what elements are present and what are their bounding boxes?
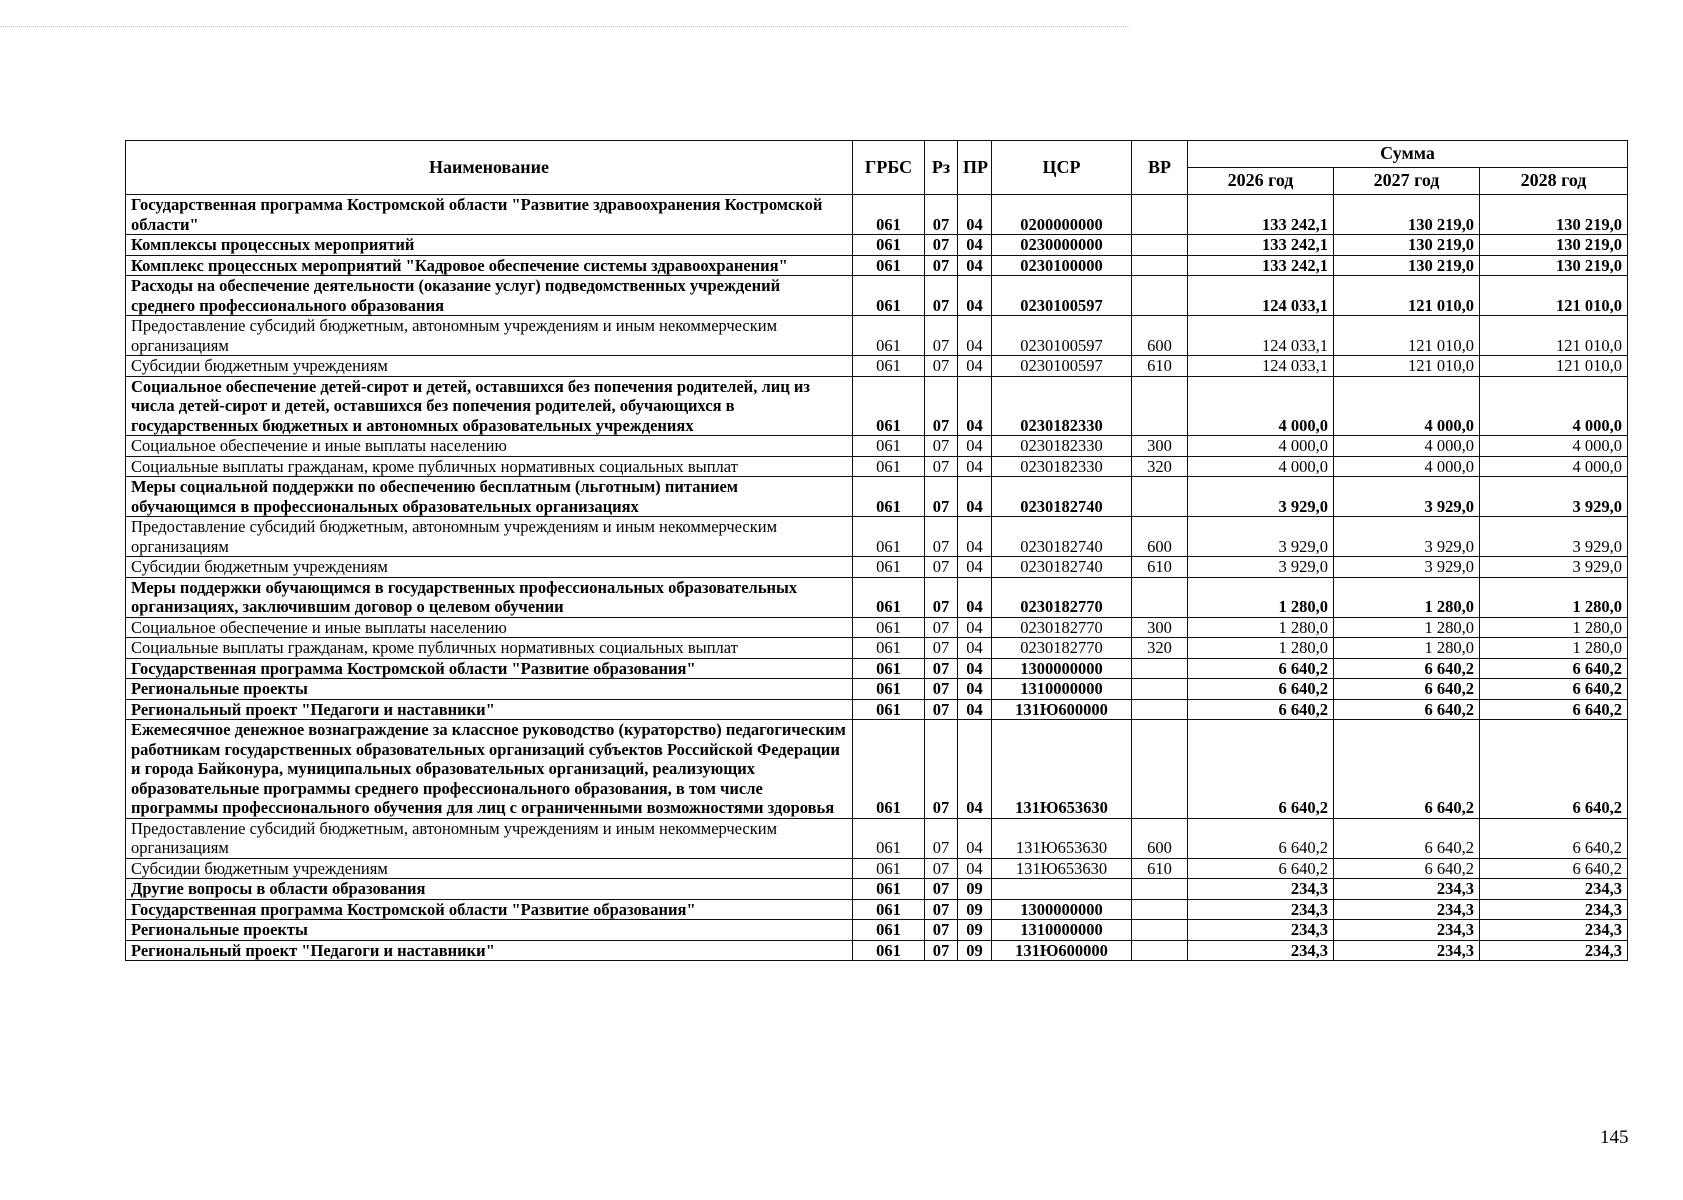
row-rz: 07: [925, 818, 958, 858]
row-rz: 07: [925, 899, 958, 920]
row-amount-2027: 6 640,2: [1334, 720, 1480, 819]
row-amount-2026: 6 640,2: [1188, 679, 1334, 700]
row-grbs: 061: [853, 557, 925, 578]
row-amount-2028: 121 010,0: [1480, 316, 1628, 356]
row-amount-2026: 124 033,1: [1188, 276, 1334, 316]
row-grbs: 061: [853, 577, 925, 617]
row-amount-2027: 6 640,2: [1334, 858, 1480, 879]
row-amount-2027: 121 010,0: [1334, 316, 1480, 356]
table-row: [126, 577, 1628, 617]
row-amount-2028: 234,3: [1480, 899, 1628, 920]
row-grbs: 061: [853, 638, 925, 659]
row-amount-2028: 6 640,2: [1480, 699, 1628, 720]
row-csr: 0230182740: [992, 557, 1132, 578]
row-amount-2027: 6 640,2: [1334, 658, 1480, 679]
row-amount-2028: 121 010,0: [1480, 356, 1628, 377]
row-csr: 131Ю653630: [992, 858, 1132, 879]
table-row: [126, 920, 1628, 941]
row-name: Меры социальной поддержки по обеспечению бесплатным (льготным) питанием обучающимся в профессиональных образовательных организациях: [126, 477, 853, 517]
scan-artifact-line: [0, 26, 1130, 27]
row-grbs: 061: [853, 436, 925, 457]
row-csr: 0230100597: [992, 316, 1132, 356]
row-pr: 04: [958, 195, 992, 235]
row-grbs: 061: [853, 679, 925, 700]
row-rz: 07: [925, 195, 958, 235]
row-pr: 04: [958, 699, 992, 720]
row-csr: 131Ю600000: [992, 940, 1132, 961]
budget-table: [125, 140, 1628, 961]
row-rz: 07: [925, 577, 958, 617]
row-grbs: 061: [853, 617, 925, 638]
row-csr: 1310000000: [992, 679, 1132, 700]
row-pr: 09: [958, 899, 992, 920]
row-vr: [1132, 577, 1188, 617]
row-pr: 04: [958, 557, 992, 578]
row-vr: [1132, 899, 1188, 920]
row-grbs: 061: [853, 477, 925, 517]
row-amount-2026: 133 242,1: [1188, 255, 1334, 276]
row-csr: [992, 879, 1132, 900]
row-vr: 600: [1132, 316, 1188, 356]
row-csr: 1300000000: [992, 899, 1132, 920]
row-amount-2026: 6 640,2: [1188, 858, 1334, 879]
row-csr: 0200000000: [992, 195, 1132, 235]
header-grbs: ГРБС: [853, 141, 925, 195]
row-csr: 131Ю600000: [992, 699, 1132, 720]
row-rz: 07: [925, 276, 958, 316]
row-vr: [1132, 679, 1188, 700]
row-name: Социальное обеспечение и иные выплаты населению: [126, 617, 853, 638]
row-pr: 04: [958, 276, 992, 316]
row-amount-2026: 133 242,1: [1188, 195, 1334, 235]
table-row: [126, 255, 1628, 276]
row-csr: 0230182770: [992, 638, 1132, 659]
row-amount-2027: 1 280,0: [1334, 638, 1480, 659]
row-grbs: 061: [853, 376, 925, 436]
table-row: [126, 879, 1628, 900]
row-amount-2027: 3 929,0: [1334, 557, 1480, 578]
row-amount-2028: 3 929,0: [1480, 477, 1628, 517]
table-row: [126, 720, 1628, 819]
row-grbs: 061: [853, 456, 925, 477]
row-grbs: 061: [853, 316, 925, 356]
row-rz: 07: [925, 638, 958, 659]
row-amount-2028: 121 010,0: [1480, 276, 1628, 316]
row-amount-2028: 130 219,0: [1480, 255, 1628, 276]
row-grbs: 061: [853, 858, 925, 879]
row-name: Ежемесячное денежное вознаграждение за классное руководство (кураторство) педагогическим работникам государственных образовательных организаций субъектов Российской Федерации и города Байконура, муниципальных образовательных организаций, реализующих образовательные программы среднего профессионального образования, в том числе программы профессионального обучения для лиц с ограниченными возможностями здоровья: [126, 720, 853, 819]
row-amount-2028: 4 000,0: [1480, 436, 1628, 457]
table-row: [126, 316, 1628, 356]
row-rz: 07: [925, 679, 958, 700]
row-amount-2027: 121 010,0: [1334, 356, 1480, 377]
header-rz: Рз: [925, 141, 958, 195]
row-vr: [1132, 276, 1188, 316]
row-vr: [1132, 255, 1188, 276]
row-csr: 0230182740: [992, 517, 1132, 557]
row-pr: 09: [958, 920, 992, 941]
table-row: [126, 638, 1628, 659]
row-vr: 300: [1132, 617, 1188, 638]
row-vr: 320: [1132, 638, 1188, 659]
row-amount-2026: 3 929,0: [1188, 477, 1334, 517]
row-pr: 04: [958, 720, 992, 819]
row-amount-2027: 130 219,0: [1334, 235, 1480, 256]
row-vr: 320: [1132, 456, 1188, 477]
row-name: Государственная программа Костромской области "Развитие образования": [126, 658, 853, 679]
row-amount-2028: 6 640,2: [1480, 658, 1628, 679]
table-row: [126, 658, 1628, 679]
table-row: [126, 436, 1628, 457]
row-amount-2026: 6 640,2: [1188, 658, 1334, 679]
row-vr: 610: [1132, 356, 1188, 377]
row-amount-2027: 121 010,0: [1334, 276, 1480, 316]
row-amount-2028: 6 640,2: [1480, 679, 1628, 700]
row-name: Государственная программа Костромской области "Развитие здравоохранения Костромской области": [126, 195, 853, 235]
row-vr: [1132, 195, 1188, 235]
table-row: [126, 276, 1628, 316]
row-amount-2026: 124 033,1: [1188, 356, 1334, 377]
row-csr: 0230182770: [992, 617, 1132, 638]
header-name: Наименование: [126, 141, 853, 195]
row-amount-2026: 6 640,2: [1188, 818, 1334, 858]
row-name: Региональный проект "Педагоги и наставники": [126, 699, 853, 720]
table-row: [126, 376, 1628, 436]
row-amount-2028: 1 280,0: [1480, 617, 1628, 638]
row-pr: 09: [958, 940, 992, 961]
table-row: [126, 858, 1628, 879]
row-amount-2027: 234,3: [1334, 940, 1480, 961]
row-name: Социальное обеспечение и иные выплаты населению: [126, 436, 853, 457]
row-amount-2027: 4 000,0: [1334, 376, 1480, 436]
row-name: Комплекс процессных мероприятий "Кадровое обеспечение системы здравоохранения": [126, 255, 853, 276]
table-row: [126, 477, 1628, 517]
row-amount-2027: 234,3: [1334, 879, 1480, 900]
row-grbs: 061: [853, 920, 925, 941]
row-grbs: 061: [853, 899, 925, 920]
row-name: Предоставление субсидий бюджетным, автономным учреждениям и иным некоммерческим организациям: [126, 818, 853, 858]
row-name: Государственная программа Костромской области "Развитие образования": [126, 899, 853, 920]
row-amount-2027: 4 000,0: [1334, 456, 1480, 477]
row-csr: 131Ю653630: [992, 818, 1132, 858]
row-name: Социальные выплаты гражданам, кроме публичных нормативных социальных выплат: [126, 638, 853, 659]
row-amount-2027: 234,3: [1334, 920, 1480, 941]
row-rz: 07: [925, 477, 958, 517]
row-amount-2027: 234,3: [1334, 899, 1480, 920]
row-amount-2028: 234,3: [1480, 920, 1628, 941]
table-row: [126, 517, 1628, 557]
row-csr: 131Ю653630: [992, 720, 1132, 819]
row-pr: 04: [958, 658, 992, 679]
row-amount-2028: 3 929,0: [1480, 517, 1628, 557]
row-amount-2027: 3 929,0: [1334, 517, 1480, 557]
row-pr: 04: [958, 235, 992, 256]
row-pr: 09: [958, 879, 992, 900]
row-pr: 04: [958, 517, 992, 557]
row-amount-2026: 133 242,1: [1188, 235, 1334, 256]
table-row: [126, 899, 1628, 920]
row-vr: [1132, 376, 1188, 436]
row-pr: 04: [958, 638, 992, 659]
row-rz: 07: [925, 436, 958, 457]
row-csr: 0230182330: [992, 436, 1132, 457]
header-year-2026: 2026 год: [1188, 168, 1334, 195]
row-name: Социальное обеспечение детей-сирот и детей, оставшихся без попечения родителей, лиц из числа детей-сирот и детей, оставшихся без попечения родителей, обучающихся в государственных бюджетных и автономных образовательных учреждениях: [126, 376, 853, 436]
row-name: Расходы на обеспечение деятельности (оказание услуг) подведомственных учреждений среднего профессионального образования: [126, 276, 853, 316]
row-csr: 0230182740: [992, 477, 1132, 517]
table-row: [126, 818, 1628, 858]
row-csr: 1310000000: [992, 920, 1132, 941]
row-amount-2027: 6 640,2: [1334, 679, 1480, 700]
table-row: [126, 195, 1628, 235]
table-row: [126, 456, 1628, 477]
row-pr: 04: [958, 356, 992, 377]
header-pr: ПР: [958, 141, 992, 195]
row-grbs: 061: [853, 699, 925, 720]
row-vr: [1132, 658, 1188, 679]
row-csr: 0230182770: [992, 577, 1132, 617]
table-row: [126, 235, 1628, 256]
row-amount-2027: 6 640,2: [1334, 818, 1480, 858]
row-rz: 07: [925, 557, 958, 578]
row-rz: 07: [925, 658, 958, 679]
row-grbs: 061: [853, 356, 925, 377]
row-rz: 07: [925, 255, 958, 276]
row-vr: [1132, 920, 1188, 941]
table-row: [126, 679, 1628, 700]
row-vr: [1132, 720, 1188, 819]
row-amount-2026: 4 000,0: [1188, 436, 1334, 457]
row-name: Субсидии бюджетным учреждениям: [126, 356, 853, 377]
header-year-2027: 2027 год: [1334, 168, 1480, 195]
row-amount-2026: 6 640,2: [1188, 720, 1334, 819]
row-csr: 0230100000: [992, 255, 1132, 276]
row-amount-2028: 6 640,2: [1480, 720, 1628, 819]
table-row: [126, 699, 1628, 720]
row-pr: 04: [958, 376, 992, 436]
row-grbs: 061: [853, 195, 925, 235]
row-grbs: 061: [853, 720, 925, 819]
row-name: Региональные проекты: [126, 920, 853, 941]
row-name: Комплексы процессных мероприятий: [126, 235, 853, 256]
row-amount-2027: 130 219,0: [1334, 195, 1480, 235]
row-amount-2026: 4 000,0: [1188, 456, 1334, 477]
row-amount-2027: 6 640,2: [1334, 699, 1480, 720]
row-csr: 0230100597: [992, 276, 1132, 316]
row-amount-2027: 4 000,0: [1334, 436, 1480, 457]
row-vr: [1132, 940, 1188, 961]
row-name: Социальные выплаты гражданам, кроме публичных нормативных социальных выплат: [126, 456, 853, 477]
row-pr: 04: [958, 577, 992, 617]
row-amount-2026: 234,3: [1188, 879, 1334, 900]
row-amount-2028: 4 000,0: [1480, 376, 1628, 436]
row-rz: 07: [925, 456, 958, 477]
row-name: Субсидии бюджетным учреждениям: [126, 557, 853, 578]
row-vr: [1132, 477, 1188, 517]
row-name: Предоставление субсидий бюджетным, автономным учреждениям и иным некоммерческим организациям: [126, 316, 853, 356]
row-amount-2026: 6 640,2: [1188, 699, 1334, 720]
row-amount-2028: 6 640,2: [1480, 858, 1628, 879]
row-amount-2028: 130 219,0: [1480, 235, 1628, 256]
row-csr: 1300000000: [992, 658, 1132, 679]
row-amount-2028: 6 640,2: [1480, 818, 1628, 858]
row-csr: 0230182330: [992, 376, 1132, 436]
row-amount-2028: 234,3: [1480, 879, 1628, 900]
table-body: [126, 195, 1628, 961]
row-name: Меры поддержки обучающимся в государственных профессиональных образовательных организациях, заключившим договор о целевом обучении: [126, 577, 853, 617]
header-vr: ВР: [1132, 141, 1188, 195]
row-csr: 0230000000: [992, 235, 1132, 256]
row-pr: 04: [958, 858, 992, 879]
row-amount-2026: 4 000,0: [1188, 376, 1334, 436]
header-csr: ЦСР: [992, 141, 1132, 195]
table-header: [126, 141, 1628, 195]
row-amount-2028: 3 929,0: [1480, 557, 1628, 578]
row-amount-2028: 1 280,0: [1480, 638, 1628, 659]
row-vr: [1132, 879, 1188, 900]
row-vr: 600: [1132, 517, 1188, 557]
row-rz: 07: [925, 517, 958, 557]
row-amount-2027: 3 929,0: [1334, 477, 1480, 517]
row-grbs: 061: [853, 235, 925, 256]
row-grbs: 061: [853, 276, 925, 316]
row-grbs: 061: [853, 255, 925, 276]
header-sum: Сумма: [1188, 141, 1628, 168]
row-amount-2027: 1 280,0: [1334, 617, 1480, 638]
row-csr: 0230182330: [992, 456, 1132, 477]
row-amount-2026: 3 929,0: [1188, 517, 1334, 557]
row-name: Региональные проекты: [126, 679, 853, 700]
row-rz: 07: [925, 316, 958, 356]
row-vr: 600: [1132, 818, 1188, 858]
row-amount-2026: 124 033,1: [1188, 316, 1334, 356]
row-pr: 04: [958, 679, 992, 700]
row-rz: 07: [925, 356, 958, 377]
row-name: Другие вопросы в области образования: [126, 879, 853, 900]
table-row: [126, 356, 1628, 377]
row-vr: [1132, 235, 1188, 256]
row-name: Субсидии бюджетным учреждениям: [126, 858, 853, 879]
row-name: Региональный проект "Педагоги и наставники": [126, 940, 853, 961]
row-amount-2027: 130 219,0: [1334, 255, 1480, 276]
table-row: [126, 557, 1628, 578]
row-csr: 0230100597: [992, 356, 1132, 377]
page-number: 145: [1600, 1127, 1629, 1148]
row-amount-2028: 1 280,0: [1480, 577, 1628, 617]
row-pr: 04: [958, 316, 992, 356]
row-rz: 07: [925, 617, 958, 638]
row-amount-2027: 1 280,0: [1334, 577, 1480, 617]
row-rz: 07: [925, 376, 958, 436]
row-rz: 07: [925, 699, 958, 720]
row-pr: 04: [958, 818, 992, 858]
header-year-2028: 2028 год: [1480, 168, 1628, 195]
table-row: [126, 940, 1628, 961]
row-amount-2028: 234,3: [1480, 940, 1628, 961]
row-vr: [1132, 699, 1188, 720]
row-pr: 04: [958, 477, 992, 517]
row-grbs: 061: [853, 940, 925, 961]
row-pr: 04: [958, 456, 992, 477]
row-vr: 610: [1132, 557, 1188, 578]
row-grbs: 061: [853, 818, 925, 858]
row-amount-2026: 234,3: [1188, 899, 1334, 920]
row-rz: 07: [925, 720, 958, 819]
row-vr: 610: [1132, 858, 1188, 879]
row-rz: 07: [925, 879, 958, 900]
row-vr: 300: [1132, 436, 1188, 457]
row-grbs: 061: [853, 879, 925, 900]
row-amount-2026: 234,3: [1188, 920, 1334, 941]
row-amount-2028: 4 000,0: [1480, 456, 1628, 477]
row-amount-2028: 130 219,0: [1480, 195, 1628, 235]
row-amount-2026: 234,3: [1188, 940, 1334, 961]
row-amount-2026: 1 280,0: [1188, 577, 1334, 617]
row-grbs: 061: [853, 517, 925, 557]
row-name: Предоставление субсидий бюджетным, автономным учреждениям и иным некоммерческим организациям: [126, 517, 853, 557]
row-rz: 07: [925, 858, 958, 879]
row-rz: 07: [925, 235, 958, 256]
row-amount-2026: 3 929,0: [1188, 557, 1334, 578]
table-row: [126, 617, 1628, 638]
row-pr: 04: [958, 617, 992, 638]
row-pr: 04: [958, 255, 992, 276]
row-rz: 07: [925, 940, 958, 961]
row-pr: 04: [958, 436, 992, 457]
row-rz: 07: [925, 920, 958, 941]
row-amount-2026: 1 280,0: [1188, 617, 1334, 638]
row-grbs: 061: [853, 658, 925, 679]
row-amount-2026: 1 280,0: [1188, 638, 1334, 659]
